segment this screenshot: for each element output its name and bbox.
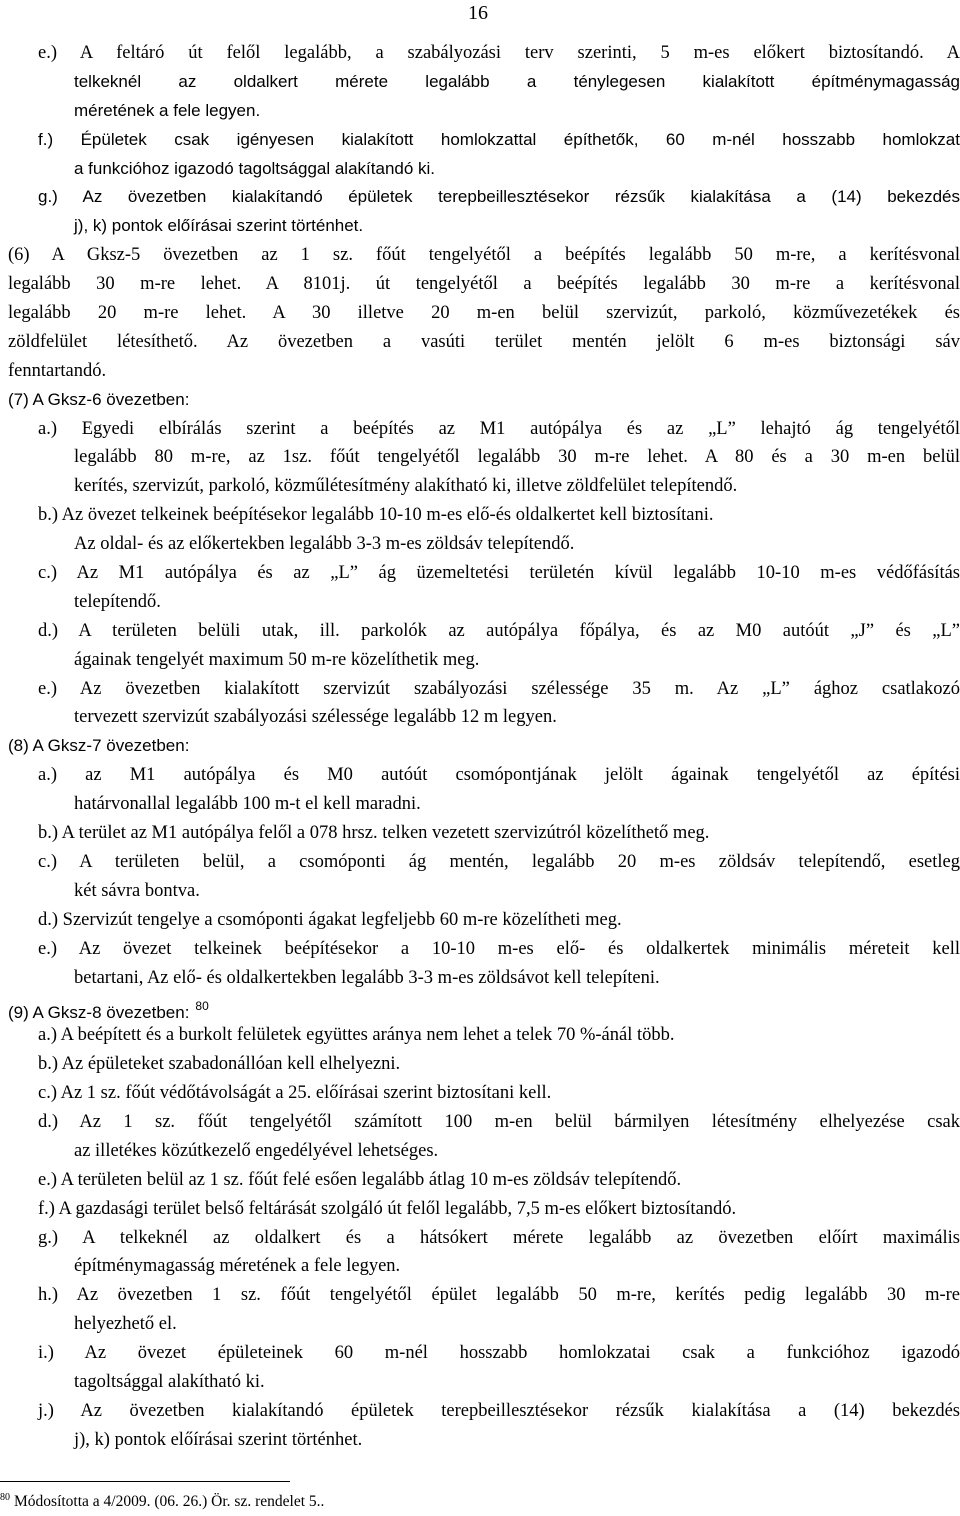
text-line xyxy=(38,617,960,646)
text-line xyxy=(74,97,960,126)
line-text: a.) Egyedi elbírálás szerint a beépítés az M1 autópálya és az „L” lehajtó ág tengelyétől xyxy=(38,418,960,439)
text-line xyxy=(74,703,960,732)
line-text: d.) Szervizút tengelye a csomóponti ágakat legfeljebb 60 m-re közelítheti meg. xyxy=(38,909,622,930)
line-text: f.) A gazdasági terület belső feltárását szolgáló út felől legalább, 7,5 m-es előkert biztosítandó. xyxy=(38,1198,737,1219)
text-line xyxy=(38,39,960,68)
line-text: a.) az M1 autópálya és M0 autóút csomópontjának jelölt ágainak tengelyétől az építési xyxy=(38,765,960,786)
text-line xyxy=(8,270,960,299)
document-body xyxy=(8,39,960,1455)
text-line xyxy=(74,588,960,617)
text-line xyxy=(8,299,960,328)
line-text: c.) Az M1 autópálya és az „L” ág üzemeltetési területén kívül legalább 10-10 m-es védőfásítás xyxy=(38,563,960,584)
text-line xyxy=(38,906,960,935)
text-line xyxy=(38,126,960,155)
text-line xyxy=(74,68,960,97)
text-line xyxy=(38,1108,960,1137)
text-line xyxy=(74,877,960,906)
text-line xyxy=(38,1339,960,1368)
line-text: a.) A beépített és a burkolt felületek együttes aránya nem lehet a telek 70 %-ánál több. xyxy=(38,1025,675,1046)
line-text: e.) A feltáró út felől legalább, a szabályozási terv szerinti, 5 m-es előkert biztosítandó. A xyxy=(38,43,960,63)
text-line xyxy=(74,1368,960,1397)
line-text: helyezhető el. xyxy=(74,1314,177,1335)
line-text: építménymagasság méretének a fele legyen. xyxy=(74,1256,401,1277)
line-text: telkeknél az oldalkert mérete legalább a ténylegesen kialakított építménymagasság xyxy=(74,71,960,91)
text-line xyxy=(38,1195,960,1224)
text-line xyxy=(74,155,960,184)
text-line xyxy=(74,1426,960,1455)
text-line xyxy=(38,935,960,964)
line-text: tervezett szervizút szabályozási szélessége legalább 12 m legyen. xyxy=(74,707,557,728)
line-text: telepítendő. xyxy=(74,591,161,612)
line-text: fenntartandó. xyxy=(8,360,107,381)
text-line xyxy=(38,1397,960,1426)
page-number: 16 xyxy=(468,2,488,24)
text-line xyxy=(74,646,960,675)
line-text: (9) A Gksz-8 övezetben: xyxy=(8,1003,190,1023)
text-line xyxy=(38,1166,960,1195)
text-line xyxy=(38,819,960,848)
text-line xyxy=(8,992,960,1021)
text-line xyxy=(74,1137,960,1166)
line-text: j.) Az övezetben kialakítandó épületek terepbeillesztésekor rézsűk kialakítása a (14) bekezdés xyxy=(38,1400,960,1421)
line-text: c.) A területen belül, a csomóponti ág mentén, legalább 20 m-es zöldsáv telepítendő, esetleg xyxy=(38,851,960,872)
line-text: határvonallal legalább 100 m-t el kell maradni. xyxy=(74,794,421,815)
text-line xyxy=(8,328,960,357)
line-text: b.) A terület az M1 autópálya felől a 078 hrsz. telken vezetett szervizútról közelíthető meg. xyxy=(38,823,710,844)
line-text: tagoltsággal alakítható ki. xyxy=(74,1371,265,1392)
line-text: j), k) pontok előírásai szerint történhet. xyxy=(74,216,364,236)
line-text: (6) A Gksz-5 övezetben az 1 sz. főút tengelyétől a beépítés legalább 50 m-re, a kerítésvonal xyxy=(8,245,960,266)
line-text: méretének a fele legyen. xyxy=(74,100,261,120)
line-text: i.) Az övezet épületeinek 60 m-nél hosszabb homlokzatai csak a funkcióhoz igazodó xyxy=(38,1343,960,1364)
line-text: az illetékes közútkezelő engedélyével lehetséges. xyxy=(74,1140,439,1161)
line-text: ágainak tengelyét maximum 50 m-re közelíthetik meg. xyxy=(74,649,480,670)
text-line xyxy=(8,386,960,415)
line-text: kerítés, szervizút, parkoló, közműlétesítmény alakítható ki, illetve zöldfelület telepítendő. xyxy=(74,476,738,497)
line-text: legalább 30 m-re lehet. A 8101j. út tengelyétől a beépítés legalább 30 m-re a kerítésvonal xyxy=(8,274,960,295)
line-text: e.) A területen belül az 1 sz. főút felé esően legalább átlag 10 m-es zöldsáv telepítendő. xyxy=(38,1169,682,1190)
text-line xyxy=(38,501,960,530)
line-text: (8) A Gksz-7 övezetben: xyxy=(8,736,190,756)
line-text: j), k) pontok előírásai szerint történhet. xyxy=(74,1429,363,1450)
text-line xyxy=(74,530,960,559)
text-line xyxy=(74,964,960,993)
line-text: d.) Az 1 sz. főút tengelyétől számított 100 m-en belül bármilyen létesítmény elhelyezése csak xyxy=(38,1111,960,1132)
text-line xyxy=(8,357,960,386)
line-text: b.) Az épületeket szabadonállóan kell elhelyezni. xyxy=(38,1054,401,1075)
text-line xyxy=(38,761,960,790)
line-text: g.) A telkeknél az oldalkert és a hátsókert mérete legalább az övezetben előírt maximális xyxy=(38,1227,960,1248)
text-line xyxy=(38,559,960,588)
line-text: betartani, Az elő- és oldalkertekben legalább 3-3 m-es zöldsávot kell telepíteni. xyxy=(74,967,660,988)
footnote-text: Módosította a 4/2009. (06. 26.) Ör. sz. rendelet 5.. xyxy=(14,1493,325,1510)
footnote-reference: 80 xyxy=(195,999,209,1014)
text-line xyxy=(74,790,960,819)
text-line xyxy=(74,1252,960,1281)
line-text: e.) Az övezetben kialakított szervizút szabályozási szélessége 35 m. Az „L” ághoz csatlakozó xyxy=(38,678,960,699)
text-line xyxy=(38,1021,960,1050)
line-text: g.) Az övezetben kialakítandó épületek terepbeillesztésekor rézsűk kialakítása a (14) bekezdés xyxy=(38,187,960,207)
text-line xyxy=(74,472,960,501)
text-line xyxy=(38,675,960,704)
line-text: f.) Épületek csak igényesen kialakított homlokzattal építhetők, 60 m-nél hosszabb homlokzat xyxy=(38,129,960,149)
line-text: két sávra bontva. xyxy=(74,880,200,901)
line-text: c.) Az 1 sz. főút védőtávolságát a 25. előírásai szerint biztosítani kell. xyxy=(38,1083,552,1104)
line-text: (7) A Gksz-6 övezetben: xyxy=(8,389,190,409)
text-line xyxy=(8,732,960,761)
text-line xyxy=(38,1281,960,1310)
text-line xyxy=(38,415,960,444)
text-line xyxy=(38,1079,960,1108)
line-text: zöldfelület létesíthető. Az övezetben a vasúti terület mentén jelölt 6 m-es biztonsági sáv xyxy=(8,331,960,352)
footnote-mark: 80 xyxy=(0,1492,10,1503)
text-line xyxy=(74,1310,960,1339)
footnote-divider xyxy=(0,1481,290,1482)
footnote xyxy=(0,1488,324,1512)
line-text: b.) Az övezet telkeinek beépítésekor legalább 10-10 m-es elő-és oldalkertet kell biztosítani. xyxy=(38,505,714,526)
line-text: d.) A területen belüli utak, ill. parkolók az autópálya főpálya, és az M0 autóút „J” és „L” xyxy=(38,620,960,641)
text-line xyxy=(74,443,960,472)
text-line xyxy=(38,183,960,212)
text-line xyxy=(74,212,960,241)
text-line xyxy=(8,241,960,270)
line-text: a funkcióhoz igazodó tagoltsággal alakítandó ki. xyxy=(74,158,436,178)
text-line xyxy=(38,1224,960,1253)
line-text: h.) Az övezetben 1 sz. főút tengelyétől épület legalább 50 m-re, kerítés pedig legalább 30 m-re xyxy=(38,1285,960,1306)
line-text: e.) Az övezet telkeinek beépítésekor a 10-10 m-es elő- és oldalkertek minimális méreteit kell xyxy=(38,938,960,959)
text-line xyxy=(38,1050,960,1079)
line-text: legalább 80 m-re, az 1sz. főút tengelyétől legalább 30 m-re lehet. A 80 és a 30 m-en belül xyxy=(74,447,960,468)
text-line xyxy=(38,848,960,877)
line-text: legalább 20 m-re lehet. A 30 illetve 20 m-en belül szervizút, parkoló, közművezetékek és xyxy=(8,303,960,324)
line-text: Az oldal- és az előkertekben legalább 3-3 m-es zöldsáv telepítendő. xyxy=(74,534,575,555)
